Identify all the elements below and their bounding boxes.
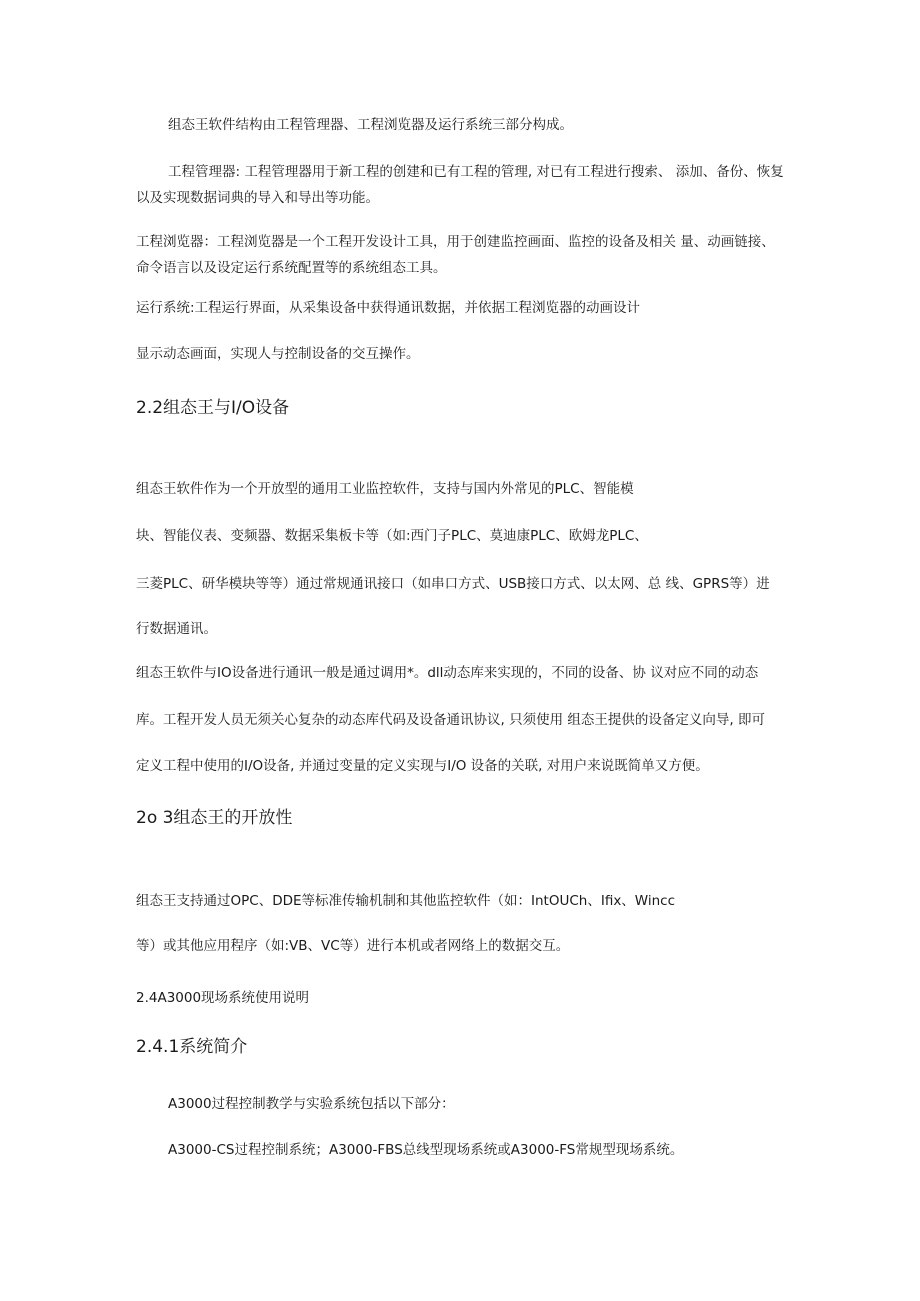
intro-runtime-line-2: 显示动态画面，实现人与控制设备的交互操作。: [136, 346, 420, 362]
section-2-2-para2-line-1: 组态王软件与IO设备进行通讯一般是通过调用*。dll动态库来实现的，不同的设备、协 议对应不同的动态: [136, 665, 759, 681]
intro-structure-text: 组态王软件结构由工程管理器、工程浏览器及运行系统三部分构成。: [168, 117, 573, 133]
section-2-2-para1-line-3: 三菱PLC、研华模块等等）通过常规通讯接口（如串口方式、USB接口方式、以太网、总 线、GPRS等）进: [136, 576, 770, 592]
section-2-2-para2-line-3: 定义工程中使用的I/O设备, 并通过变量的定义实现与I/O 设备的关联, 对用户来说既简单又方便。: [136, 758, 709, 774]
intro-runtime-line-1: 运行系统:工程运行界面，从采集设备中获得通讯数据，并依据工程浏览器的动画设计: [136, 300, 641, 316]
section-2-3-line-1: 组态王支持通过OPC、DDE等标准传输机制和其他监控软件（如：IntOUCh、Ifix、Wincc: [136, 893, 676, 909]
section-2-4-heading: 2.4A3000现场系统使用说明: [136, 990, 310, 1006]
section-2-4-1-line-1: A3000过程控制教学与实验系统包括以下部分：: [168, 1096, 455, 1112]
intro-manager-paragraph: 工程管理器: 工程管理器用于新工程的创建和已有工程的管理, 对已有工程进行搜索、 添加、备份、恢复以及实现数据词典的导入和导出等功能。: [136, 164, 784, 206]
section-2-3-line-2: 等）或其他应用程序（如:VB、VC等）进行本机或者网络上的数据交互。: [136, 938, 570, 954]
section-2-2-para1-line-2: 块、智能仪表、变频器、数据采集板卡等（如:西门子PLC、莫迪康PLC、欧姆龙PLC、: [136, 528, 648, 544]
section-2-4-1-line-2: A3000-CS过程控制系统；A3000-FBS总线型现场系统或A3000-FS常规型现场系统。: [168, 1142, 684, 1158]
section-2-4-1-heading: 2.4.1系统简介: [136, 1037, 248, 1057]
section-2-2-heading: 2.2组态王与I/O设备: [136, 398, 290, 418]
section-2-2-para2-line-2: 库。工程开发人员无须关心复杂的动态库代码及设备通讯协议, 只须使用 组态王提供的设备定义向导, 即可: [136, 712, 765, 728]
section-2-2-para1-line-4: 行数据通讯。: [136, 621, 217, 637]
intro-browser-paragraph: 工程浏览器：工程浏览器是一个工程开发设计工具，用于创建监控画面、监控的设备及相关 量、动画链接、命令语言以及设定运行系统配置等的系统组态工具。: [136, 234, 775, 276]
section-2-3-heading: 2o 3组态王的开放性: [136, 808, 293, 828]
section-2-2-para1-line-1: 组态王软件作为一个开放型的通用工业监控软件，支持与国内外常见的PLC、智能模: [136, 481, 634, 497]
